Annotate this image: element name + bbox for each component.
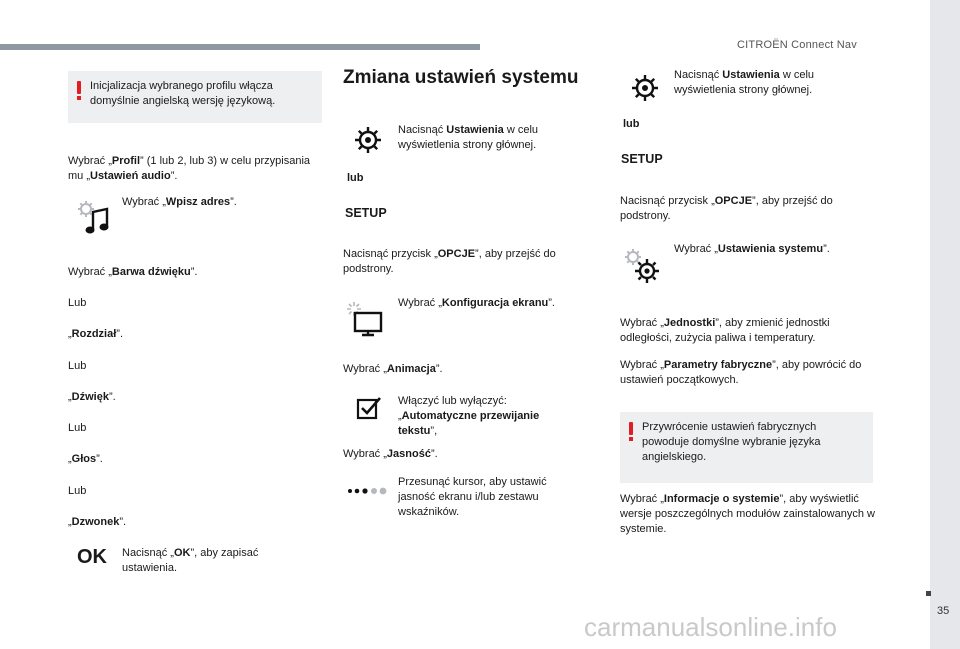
right-step-press-settings: Nacisnąć Ustawienia w celu wyświetlenia strony głównej. [674,69,815,96]
lub-2: Lub [68,360,87,372]
mid-step-animacja: Wybrać „Animacja”. [343,363,443,375]
right-setup-button-label: SETUP [621,152,663,166]
warning-icon [629,422,633,440]
option-dzwiek: „Dźwięk”. [68,391,116,403]
checkbox-checked-icon [356,395,382,421]
section-title: Zmiana ustawień systemu [343,67,579,88]
step-barwa-dzwieku: Wybrać „Barwa dźwięku”. [68,266,198,278]
warning-note-factory [620,412,873,483]
screen-settings-icon [346,300,384,338]
mid-step-jasnosc: Wybrać „Jasność”. [343,448,438,460]
option-dzwonek: „Dzwonek”. [68,516,127,528]
option-rozdzial: „Rozdział”. [68,328,124,340]
right-step-parametry: Wybrać „Parametry fabryczne”, aby powrócić do ustawień początkowych. [620,359,862,386]
ok-button-label: OK [77,546,107,568]
page-number: 35 [937,605,950,617]
option-glos: „Głos”. [68,453,103,465]
step-select-profile: Wybrać „Profil” (1 lub 2, lub 3) w celu przypisania mu „Ustawień audio”. [68,155,310,182]
mid-step-konfiguracja: Wybrać „Konfiguracja ekranu”. [398,297,555,309]
system-settings-icon [622,246,662,286]
mid-step-press-settings: Nacisnąć Ustawienia w celu wyświetlenia strony głównej. [398,124,539,151]
music-settings-icon [76,198,112,238]
step-press-ok: Nacisnąć „OK”, aby zapisać ustawienia. [122,547,259,574]
warning-note-profile [68,71,322,123]
right-step-jednostki: Wybrać „Jednostki”, aby zmienić jednostki odległości, zużycia paliwa i temperatury. [620,317,830,344]
top-rule [0,44,480,50]
lub-3: Lub [68,422,87,434]
brightness-slider-icon [346,484,388,498]
warning-icon [77,81,81,99]
mid-lub: lub [347,172,364,184]
step-wpisz-adres: Wybrać „Wpisz adres”. [122,196,237,208]
right-step-informacje: Wybrać „Informacje o systemie”, aby wyświetlić wersje poszczególnych modułów zainstalowanych w systemie. [620,493,875,535]
right-step-ustawienia-systemu: Wybrać „Ustawienia systemu”. [674,243,830,255]
page-bullet [926,591,931,596]
mid-setup-button-label: SETUP [345,206,387,220]
mid-step-cursor: Przesunąć kursor, aby ustawić jasność ekranu i/lub zestawu wskaźników. [398,476,547,518]
lub-1: Lub [68,297,87,309]
warning-note-text: Inicjalizacja wybranego profilu włącza domyślnie angielską wersję językową. [90,80,276,107]
right-step-opcje: Nacisnąć przycisk „OPCJE”, aby przejść do podstrony. [620,195,833,222]
right-lub: lub [623,118,640,130]
page-side-tab [930,0,960,649]
page-header-brand: CITROËN Connect Nav [737,39,857,51]
warning-note-text: Przywrócenie ustawień fabrycznych powoduje domyślne wybranie języka angielskiego. [642,421,821,463]
mid-step-opcje: Nacisnąć przycisk „OPCJE”, aby przejść do podstrony. [343,248,556,275]
gear-icon [629,72,661,104]
watermark: carmanualsonline.info [584,612,837,642]
lub-4: Lub [68,485,87,497]
gear-icon [352,124,384,156]
mid-step-toggle-scroll: Włączyć lub wyłączyć: „Automatyczne przewijanie tekstu”, [398,395,540,437]
